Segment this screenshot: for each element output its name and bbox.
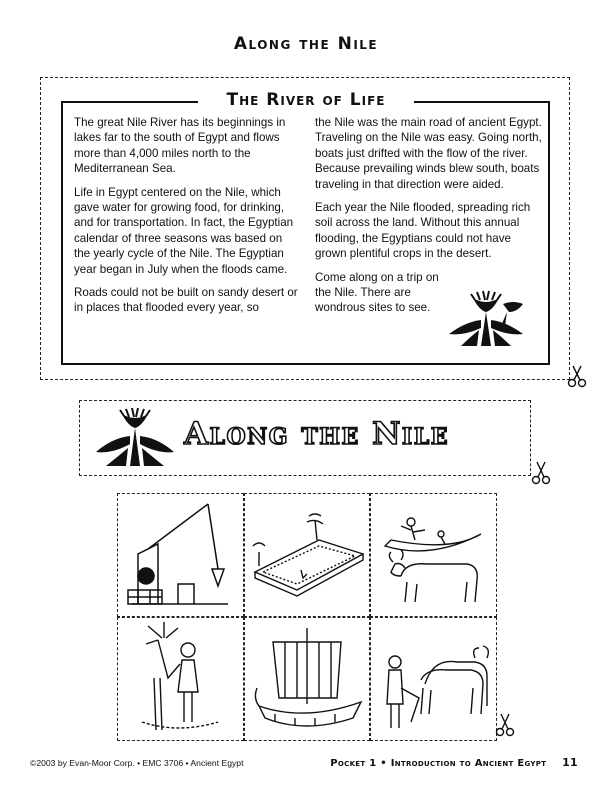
papyrus-harvester-icon xyxy=(118,618,245,742)
scissors-icon xyxy=(494,712,516,738)
reading-heading: The River of Life xyxy=(198,90,414,110)
page-number: 11 xyxy=(562,756,578,769)
picture-card-plowing xyxy=(370,617,497,741)
sailing-ship-icon xyxy=(245,618,371,742)
picture-card-boat-and-ox xyxy=(370,493,497,617)
paragraph: Roads could not be built on sandy desert or in places that flooded every year, so xyxy=(74,286,298,315)
papyrus-plant-icon xyxy=(92,408,178,466)
copyright-line: ©2003 by Evan-Moor Corp. • EMC 3706 • Ancient Egypt xyxy=(30,758,244,768)
papyrus-plant-icon xyxy=(443,290,529,346)
paragraph: Life in Egypt centered on the Nile, which gave water for growing food, for drinking, and for transportation. In fact, the Egyptian calendar of three seasons was based on the yearly cycle of the Nile. The Egyptian year began in July when the floods came. xyxy=(74,185,294,276)
picture-card-shaduf xyxy=(117,493,244,617)
scissors-icon xyxy=(566,364,588,388)
picture-card-irrigation xyxy=(244,493,370,617)
scissors-icon xyxy=(530,460,552,486)
shaduf-icon xyxy=(118,494,245,618)
banner-title: Along the Nile xyxy=(184,416,449,452)
fishing-boat-and-ox-icon xyxy=(371,494,498,618)
paragraph: Come along on a trip on the Nile. There are wondrous sites to see. xyxy=(315,270,439,315)
section-title: Pocket 1 • Introduction to Ancient Egypt xyxy=(330,758,547,769)
footer-section xyxy=(330,756,578,769)
paragraph: The great Nile River has its beginnings in lakes far to the south of Egypt and flows more than 4,000 miles north to the Mediterranean Sea. xyxy=(74,116,286,176)
paragraph: the Nile was the main road of ancient Egypt. Traveling on the Nile was easy. Going north, boats just drifted with the flow of the river. Because prevailing winds blew south, boats traveling in that direction were aided. xyxy=(315,116,542,191)
page-title: Along the Nile xyxy=(233,34,379,54)
reading-column-left xyxy=(74,115,298,324)
picture-card-papyrus xyxy=(117,617,244,741)
paragraph: Each year the Nile flooded, spreading rich soil across the land. Without this annual flooding, the Egyptians could not have grown plentiful crops in the desert. xyxy=(315,201,531,261)
plowing-oxen-icon xyxy=(371,618,498,742)
irrigation-basin-icon xyxy=(245,494,371,618)
picture-card-ship xyxy=(244,617,370,741)
